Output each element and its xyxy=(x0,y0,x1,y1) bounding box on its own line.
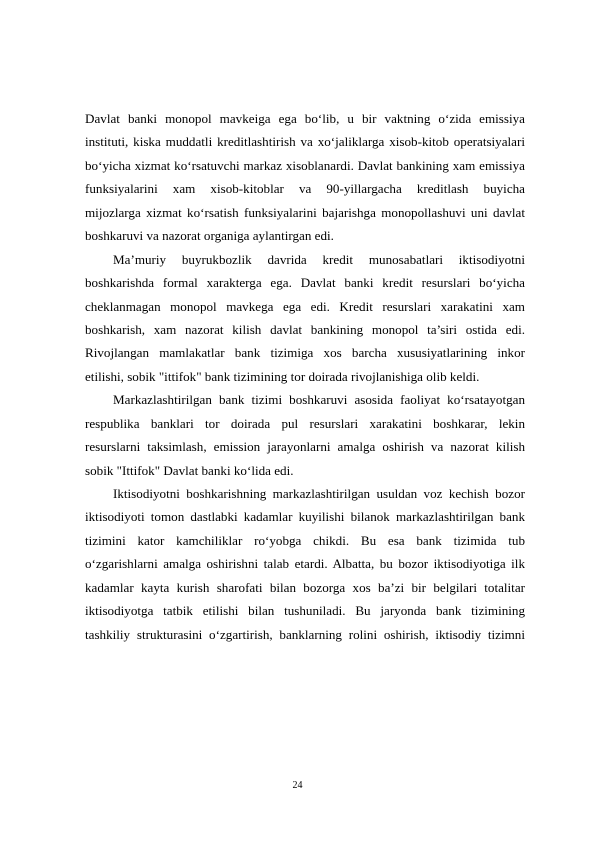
paragraph-4-line-4: o‘zgarishlarni amalga oshirishni talab etardi. Albatta, bu bozor iktisodiyotiga ilk xyxy=(85,556,525,572)
paragraph-1-line-5: mijozlarga xizmat ko‘rsatish funksiyalarini bajarishga monopollashuvi uni davlat xyxy=(85,204,525,220)
page-number: 24 xyxy=(292,780,303,791)
paragraph-3-line-2: respublika banklari tor doirada pul resurslari xarakatini boshkarar, lekin xyxy=(85,415,525,431)
paragraph-2-line-1: Ma’muriy buyrukbozlik davrida kredit munosabatlari iktisodiyotni xyxy=(113,251,525,267)
paragraph-4-line-2: iktisodiyoti tomon dastlabki kadamlar kuyilishi bilanok markazlashtirilgan bank xyxy=(85,509,525,525)
paragraph-4-line-7: tashkiliy strukturasini o‘zgartirish, banklarning rolini oshirish, iktisodiy tizimni xyxy=(85,626,525,642)
paragraph-3-line-3: resurslarni taksimlash, emission jarayonlarni amalga oshirish va nazorat kilish xyxy=(85,439,525,455)
paragraph-1-line-6: boshkaruvi va nazorat organiga aylantirgan edi. xyxy=(85,228,334,244)
body-text xyxy=(85,107,525,646)
paragraph-4-line-3: tizimini kator kamchiliklar ro‘yobga chikdi. Bu esa bank tizimida tub xyxy=(85,532,525,548)
paragraph-1-line-3: bo‘yicha xizmat ko‘rsatuvchi markaz xisoblanardi. Davlat bankining xam emissiya xyxy=(85,157,525,173)
paragraph-1-line-1: Davlat banki monopol mavkeiga ega bo‘lib, u bir vaktning o‘zida emissiya xyxy=(85,111,525,126)
paragraph-4-line-6: iktisodiyotga tatbik etilishi bilan tushuniladi. Bu jaryonda bank tizimining xyxy=(85,603,525,619)
paragraph-3-line-1: Markazlashtirilgan bank tizimi boshkaruvi asosida faoliyat ko‘rsatayotgan xyxy=(113,392,525,408)
paragraph-2-line-4: boshkarish, xam nazorat kilish davlat bankining monopol ta’siri ostida edi. xyxy=(85,321,525,337)
paragraph-2-line-5: Rivojlangan mamlakatlar bank tizimiga xos barcha xususiyatlarining inkor xyxy=(85,345,525,361)
paragraph-1-line-4: funksiyalarini xam xisob-kitoblar va 90-yillargacha kreditlash buyicha xyxy=(85,181,525,197)
paragraph-2-line-6: etilishi, sobik "ittifok" bank tizimining tor doirada rivojlanishiga olib keldi. xyxy=(85,368,480,384)
paragraph-4-line-1: Iktisodiyotni boshkarishning markazlashtirilgan usuldan voz kechish bozor xyxy=(113,486,525,501)
paragraph-2-line-3: cheklanmagan monopol mavkega ega edi. Kredit resurslari xarakatini xam xyxy=(85,298,525,314)
paragraph-3-line-4: sobik "Ittifok" Davlat banki ko‘lida edi. xyxy=(85,462,294,478)
paragraph-1-line-2: instituti, kiska muddatli kreditlashtirish va xo‘jaliklarga xisob-kitob operatsiyalari xyxy=(85,134,525,150)
paragraph-2-line-2: boshkarishda formal xarakterga ega. Davlat banki kredit resurslari bo‘yicha xyxy=(85,275,525,291)
paragraph-4-line-5: kadamlar kayta kurish sharofati bilan bozorga xos ba’zi bir belgilari totalitar xyxy=(85,579,525,595)
